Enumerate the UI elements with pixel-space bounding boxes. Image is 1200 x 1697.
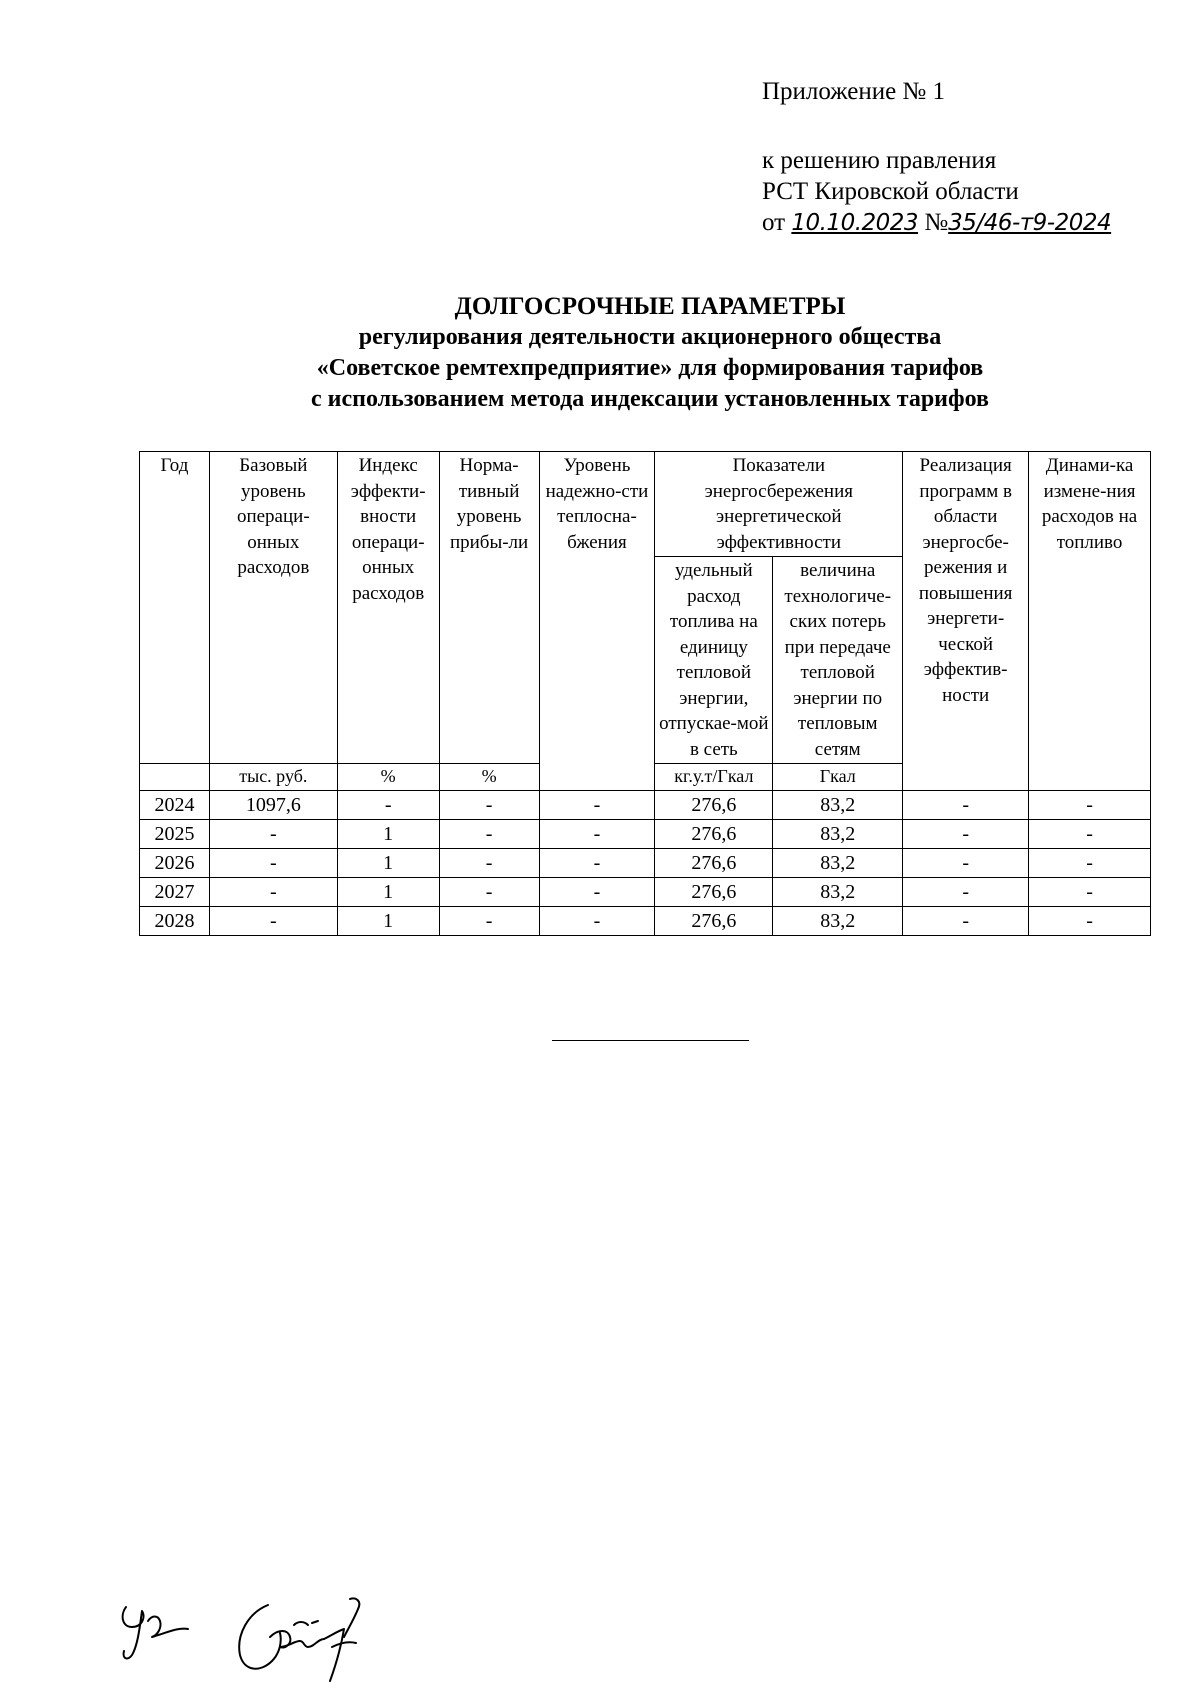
parameters-table (139, 451, 1151, 936)
header-energy-indicators: Показатели энергосбережения энергетической эффективности (655, 452, 903, 557)
cell-base: - (209, 906, 337, 935)
date-prefix: от (762, 209, 786, 236)
cell-reliability: - (539, 906, 655, 935)
unit-year (140, 764, 210, 791)
unit-index: % (337, 764, 439, 791)
cell-fuel-rate: 276,6 (655, 848, 773, 877)
cell-profit: - (439, 877, 539, 906)
cell-dynamics: - (1029, 790, 1151, 819)
cell-year: 2025 (140, 819, 210, 848)
cell-losses: 83,2 (773, 790, 903, 819)
header-base-level: Базовый уровень операци-онных расходов (209, 452, 337, 764)
header-programs: Реализация программ в области энергосбе-режения и повышения энергети-ческой эффектив-ности (903, 452, 1029, 791)
title-line-4: с использованием метода индексации установленных тарифов (311, 386, 989, 412)
cell-index: 1 (337, 848, 439, 877)
document-title (100, 291, 1200, 415)
unit-base: тыс. руб. (209, 764, 337, 791)
cell-fuel-rate: 276,6 (655, 790, 773, 819)
cell-base: - (209, 819, 337, 848)
cell-programs: - (903, 819, 1029, 848)
cell-base: - (209, 877, 337, 906)
cell-base: 1097,6 (209, 790, 337, 819)
cell-index: 1 (337, 877, 439, 906)
table-row (140, 906, 1151, 935)
title-line-3: «Советское ремтехпредприятие» для формирования тарифов (316, 355, 984, 381)
decision-number: 35/46-т9-2024 (948, 210, 1112, 236)
cell-losses: 83,2 (773, 906, 903, 935)
cell-index: - (337, 790, 439, 819)
table-row (140, 790, 1151, 819)
header-reliability: Уровень надежно-сти теплосна-бжения (539, 452, 655, 791)
cell-profit: - (439, 848, 539, 877)
table-row (140, 819, 1151, 848)
handwritten-signature (118, 1585, 418, 1695)
cell-reliability: - (539, 848, 655, 877)
cell-losses: 83,2 (773, 819, 903, 848)
cell-dynamics: - (1029, 848, 1151, 877)
cell-profit: - (439, 790, 539, 819)
number-prefix: № (924, 209, 949, 236)
decision-date: 10.10.2023 (791, 210, 919, 236)
cell-dynamics: - (1029, 819, 1151, 848)
cell-profit: - (439, 819, 539, 848)
cell-year: 2024 (140, 790, 210, 819)
header-row-1 (140, 452, 1151, 557)
cell-fuel-rate: 276,6 (655, 877, 773, 906)
end-divider (552, 1040, 749, 1041)
cell-reliability: - (539, 790, 655, 819)
header-efficiency-index: Индекс эффекти-вности операци-онных расходов (337, 452, 439, 764)
cell-programs: - (903, 790, 1029, 819)
cell-losses: 83,2 (773, 848, 903, 877)
cell-index: 1 (337, 819, 439, 848)
header-losses: величина технологиче-ских потерь при передаче тепловой энергии по тепловым сетям (773, 557, 903, 764)
cell-fuel-rate: 276,6 (655, 819, 773, 848)
cell-programs: - (903, 877, 1029, 906)
title-line-2: регулирования деятельности акционерного общества (358, 324, 942, 350)
header-year: Год (140, 452, 210, 764)
cell-year: 2027 (140, 877, 210, 906)
cell-dynamics: - (1029, 906, 1151, 935)
title-main: ДОЛГОСРОЧНЫЕ ПАРАМЕТРЫ (454, 293, 846, 320)
cell-year: 2028 (140, 906, 210, 935)
cell-dynamics: - (1029, 877, 1151, 906)
header-profit-level: Норма-тивный уровень прибы-ли (439, 452, 539, 764)
cell-losses: 83,2 (773, 877, 903, 906)
cell-reliability: - (539, 877, 655, 906)
header-fuel-rate: удельный расход топлива на единицу тепловой энергии, отпускае-мой в сеть (655, 557, 773, 764)
cell-programs: - (903, 906, 1029, 935)
unit-losses: Гкал (773, 764, 903, 791)
cell-base: - (209, 848, 337, 877)
cell-index: 1 (337, 906, 439, 935)
date-number-line (762, 207, 1111, 239)
unit-profit: % (439, 764, 539, 791)
table-row (140, 848, 1151, 877)
appendix-label: Приложение № 1 (762, 78, 946, 105)
cell-programs: - (903, 848, 1029, 877)
cell-fuel-rate: 276,6 (655, 906, 773, 935)
cell-year: 2026 (140, 848, 210, 877)
attachment-block (762, 76, 1111, 239)
authority-line: РСТ Кировской области (762, 178, 1019, 205)
unit-fuel-rate: кг.у.т/Гкал (655, 764, 773, 791)
cell-profit: - (439, 906, 539, 935)
table-row (140, 877, 1151, 906)
decision-line: к решению правления (762, 147, 997, 174)
header-fuel-dynamics: Динами-ка измене-ния расходов на топливо (1029, 452, 1151, 791)
cell-reliability: - (539, 819, 655, 848)
